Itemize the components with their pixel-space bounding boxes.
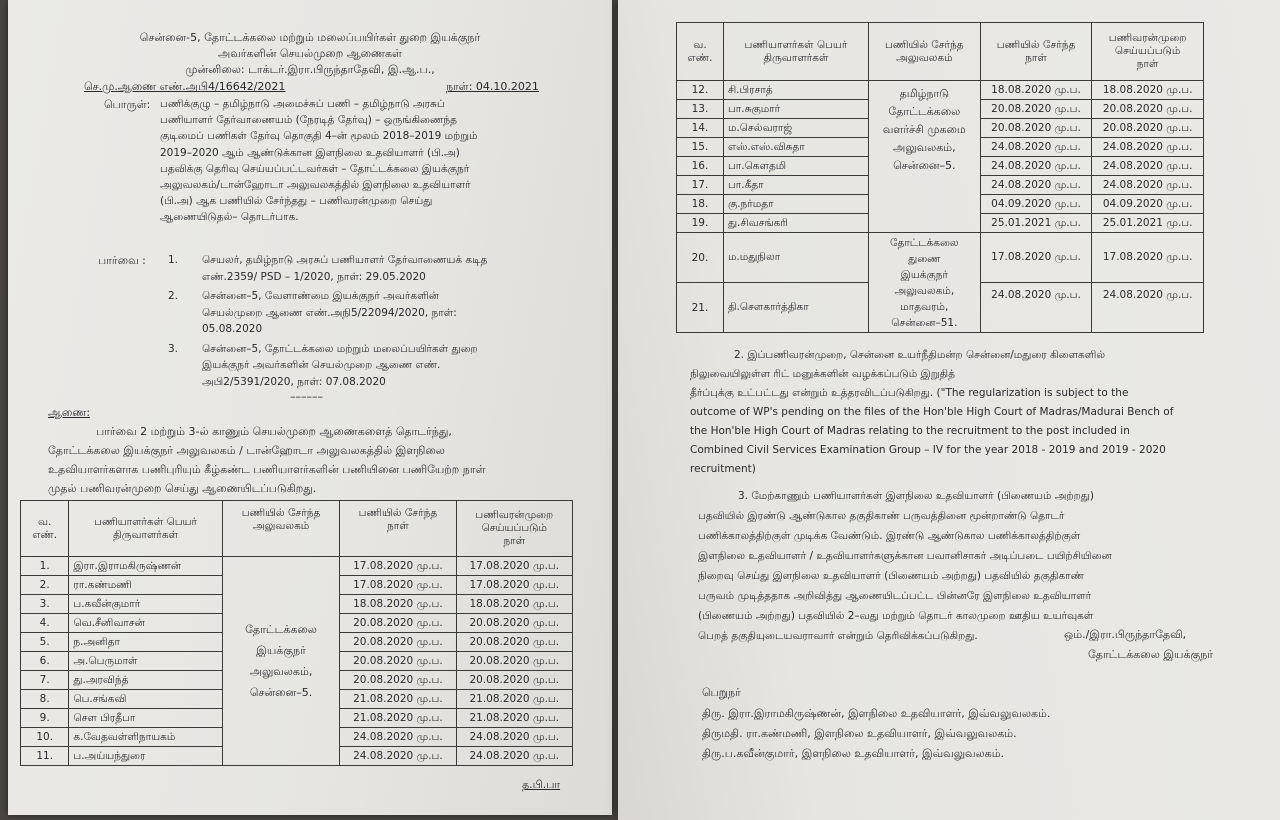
recipient-item: திரு.ப.கவீன்குமார், இளநிலை உதவியாளர், இவ்வலுவலகம். bbox=[702, 747, 1005, 760]
office-line: அலுவலகம், bbox=[894, 285, 955, 297]
office-line: சென்னை–5. bbox=[249, 686, 313, 699]
join-date: 24.08.2020 மு.ப. bbox=[980, 176, 1092, 195]
row-number: 17. bbox=[677, 176, 724, 195]
signatory-name: ஒம்./இரா.பிருந்தாதேவி, bbox=[1064, 628, 1187, 641]
subject-line: ஆணையிடுதல்– தொடர்பாக. bbox=[160, 211, 299, 224]
reference-item bbox=[168, 288, 578, 338]
paragraph-line: Combined Civil Services Examination Group – IV for the year 2018 - 2019 and 2019 - 2020 bbox=[690, 444, 1166, 456]
row-number: 9. bbox=[21, 709, 69, 728]
row-number: 18. bbox=[677, 195, 724, 214]
staff-name: வெ.சீனிவாசன் bbox=[69, 614, 222, 633]
reference-line: இயக்குநர் அவர்களின் செயல்முறை ஆணை எண். bbox=[202, 359, 441, 371]
subject-line: (பி.அ) ஆக பணியில் சேர்ந்தது – பணிவரன்முறை செய்து bbox=[160, 195, 433, 208]
header-cell: வ. எண். bbox=[677, 23, 724, 81]
row-number: 4. bbox=[21, 614, 69, 633]
reference-end-mark: –––––– bbox=[290, 390, 323, 403]
table-row bbox=[21, 557, 573, 576]
row-number: 14. bbox=[677, 119, 724, 138]
paragraph-line: outcome of WP's pending on the files of the Hon'ble High Court of Madras/Madurai Bench of bbox=[690, 406, 1174, 418]
join-date: 20.08.2020 மு.ப. bbox=[980, 100, 1092, 119]
row-number: 16. bbox=[677, 157, 724, 176]
regularization-date: 21.08.2020 மு.ப. bbox=[456, 709, 572, 728]
staff-name: ரா.கண்மணி bbox=[69, 576, 222, 595]
staff-name: பா.சுகுமார் bbox=[723, 100, 868, 119]
regularization-date: 24.08.2020 மு.ப. bbox=[1092, 157, 1204, 176]
subject-line: பணிக்குழு – தமிழ்நாடு அமைச்சுப் பணி – தமிழ்நாடு அரசுப் bbox=[160, 98, 445, 110]
join-date: 24.08.2020 மு.ப. bbox=[980, 157, 1092, 176]
regularization-date: 24.08.2020 மு.ப. bbox=[456, 728, 572, 747]
reference-line: சென்னை–5, வேளாண்மை இயக்குநர் அவர்களின் bbox=[202, 290, 439, 302]
paragraph-line: நிறைவு செய்து இளநிலை உதவியாளர் (பிணையம் அற்றது) பதவியில் தகுதிகாண் bbox=[698, 570, 1085, 582]
office-cell bbox=[869, 81, 981, 233]
regularization-date: 20.08.2020 மு.ப. bbox=[456, 652, 572, 671]
subject-line: பதவிக்கு தெரிவு செய்யப்பட்டவர்கள் – தோட்டக்கலை இயக்குநர் bbox=[160, 162, 470, 175]
join-date: 21.08.2020 மு.ப. bbox=[340, 690, 456, 709]
row-number: 21. bbox=[677, 283, 724, 333]
reference-line: செயல்முறை ஆணை எண்.அநி5/22094/2020, நாள்: bbox=[202, 306, 457, 319]
office-cell bbox=[869, 233, 981, 333]
join-date: 25.01.2021 மு.ப. bbox=[980, 214, 1092, 233]
join-date: 20.08.2020 மு.ப. bbox=[340, 633, 456, 652]
regularization-date: 25.01.2021 மு.ப. bbox=[1092, 214, 1204, 233]
join-date: 18.08.2020 மு.ப. bbox=[980, 81, 1092, 100]
row-number: 8. bbox=[21, 690, 69, 709]
regularization-date: 21.08.2020 மு.ப. bbox=[456, 690, 572, 709]
row-number: 12. bbox=[677, 81, 724, 100]
table-header-row bbox=[677, 23, 1204, 81]
join-date: 04.09.2020 மு.ப. bbox=[980, 195, 1092, 214]
table-row bbox=[677, 81, 1204, 100]
office-line: துணை bbox=[908, 253, 941, 265]
subject-line: குடிமைப் பணிகள் தேர்வு தொகுதி 4–ன் மூலம் 2018–2019 மற்றும் bbox=[160, 130, 478, 143]
row-number: 3. bbox=[21, 595, 69, 614]
regularization-date: 17.08.2020 மு.ப. bbox=[456, 576, 572, 595]
header-cell: பணியாளர்கள் பெயர் திருவாளர்கள் bbox=[723, 23, 868, 81]
regularization-date: 17.08.2020 மு.ப. bbox=[1092, 233, 1204, 283]
paragraph-line: (பிணையம் அற்றது) பதவியில் 2–வது மற்றும் தொடர் காலமுறை ஊதிய உயர்வுகள் bbox=[698, 610, 1094, 622]
subject-line: பணியாளர் தேர்வாணையம் (நேரடித் தேர்வு) – ஒருங்கிணைந்த bbox=[160, 114, 457, 127]
paragraph-3 bbox=[698, 486, 1218, 646]
reference-number: 3. bbox=[168, 342, 179, 355]
paragraph-line: பதவியில் இரண்டு ஆண்டுகால தகுதிகாண் பருவத்தினை மூன்றாண்டு தொடர் bbox=[698, 510, 1065, 522]
paragraph-line: பணிக்காலத்திற்குள் முடிக்க வேண்டும். இரண்டு ஆண்டுகால பணிக்காலத்திற்குள் bbox=[698, 530, 1081, 542]
office-cell bbox=[222, 557, 339, 766]
staff-name: சி.பிரசாத் bbox=[723, 81, 868, 100]
header-line: சென்னை-5, தோட்டக்கலை மற்றும் மலைப்பயிர்கள் துறை இயக்குநர் bbox=[139, 31, 481, 44]
header-cell: பணியில் சேர்ந்த நாள் bbox=[340, 501, 456, 557]
row-number: 11. bbox=[21, 747, 69, 766]
office-line: மாதவரம், bbox=[900, 301, 949, 313]
recipient-item: திரு. இரா.இராமகிருஷ்ணன், இளநிலை உதவியாளர், இவ்வலுவலகம். bbox=[702, 707, 1051, 720]
reference-line: சென்னை–5, தோட்டக்கலை மற்றும் மலைப்பயிர்கள் துறை bbox=[202, 342, 478, 355]
staff-name: இரா.இராமகிருஷ்ணன் bbox=[69, 557, 222, 576]
staff-name: ம.செல்வராஜ் bbox=[723, 119, 868, 138]
office-line: அலுவலகம், bbox=[893, 141, 956, 154]
recipient-list bbox=[702, 704, 1050, 764]
join-date: 21.08.2020 மு.ப. bbox=[340, 709, 456, 728]
join-date: 17.08.2020 மு.ப. bbox=[340, 557, 456, 576]
staff-name: அ.பெருமாள் bbox=[69, 652, 222, 671]
regularization-date: 20.08.2020 மு.ப. bbox=[456, 614, 572, 633]
order-line: தோட்டக்கலை இயக்குநர் அலுவலகம் / டான்ஹோடா அலுவலகத்தில் இளநிலை bbox=[48, 444, 445, 457]
regularization-date: 18.08.2020 மு.ப. bbox=[456, 595, 572, 614]
regularization-date: 20.08.2020 மு.ப. bbox=[1092, 100, 1204, 119]
paragraph-line: பருவம் முடித்ததாக அறிவித்து ஆணையிடப்பட்ட பின்னரே இளநிலை உதவியாளர் bbox=[698, 590, 1092, 602]
regularization-date: 04.09.2020 மு.ப. bbox=[1092, 195, 1204, 214]
office-line: வளர்ச்சி முகமை bbox=[882, 123, 966, 136]
staff-name: ம.மதுநிலா bbox=[723, 233, 868, 283]
row-number: 1. bbox=[21, 557, 69, 576]
row-number: 19. bbox=[677, 214, 724, 233]
reference-item bbox=[168, 252, 578, 285]
join-date: 20.08.2020 மு.ப. bbox=[980, 119, 1092, 138]
row-number: 5. bbox=[21, 633, 69, 652]
paragraph-line: 3. மேற்காணும் பணியாளர்கள் இளநிலை உதவியாளர் (பிணையம் அற்றது) bbox=[738, 490, 1094, 502]
paragraph-line: இளநிலை உதவியாளர் / உதவியாளர்களுக்கான பவானிசாகர் அடிப்படை பயிற்சியினை bbox=[698, 550, 1112, 562]
subject-line: அலுவலகம்/டான்ஹோடா அலுவலகத்தில் இளநிலை உதவியாளர் bbox=[160, 179, 471, 192]
join-date: 17.08.2020 மு.ப. bbox=[980, 233, 1092, 283]
regularization-date: 18.08.2020 மு.ப. bbox=[1092, 81, 1204, 100]
row-number: 10. bbox=[21, 728, 69, 747]
header-cell: பணிவரன்முறை செய்யப்படும் நாள் bbox=[1092, 23, 1204, 81]
paragraph-line: தீர்ப்புக்கு உட்பட்டது என்றும் உத்தரவிடப்படுகிறது. ("The regularization is subject to the bbox=[690, 387, 1129, 399]
reference-line: 05.08.2020 bbox=[202, 323, 263, 335]
staff-name: தி.சௌகார்த்திகா bbox=[723, 283, 868, 333]
join-date: 24.08.2020 மு.ப. bbox=[980, 283, 1092, 333]
join-date: 24.08.2020 மு.ப. bbox=[980, 138, 1092, 157]
row-number: 2. bbox=[21, 576, 69, 595]
order-line: முதல் பணிவரன்முறை செய்து ஆணையிடப்படுகிறது. bbox=[48, 482, 317, 495]
header-cell: வ. எண். bbox=[21, 501, 69, 557]
order-text bbox=[48, 422, 580, 498]
regularization-date: 20.08.2020 மு.ப. bbox=[456, 633, 572, 652]
header-cell: பணியாளர்கள் பெயர் திருவாளர்கள் bbox=[69, 501, 222, 557]
regularization-date: 24.08.2020 மு.ப. bbox=[1092, 176, 1204, 195]
office-line: இயக்குநர் bbox=[256, 644, 306, 657]
join-date: 20.08.2020 மு.ப. bbox=[340, 671, 456, 690]
left-page bbox=[8, 0, 612, 815]
reference-line: செயலர், தமிழ்நாடு அரசுப் பணியாளர் தேர்வாணையக் கடித bbox=[202, 254, 488, 266]
row-number: 20. bbox=[677, 233, 724, 283]
staff-table-1 bbox=[20, 500, 573, 766]
office-line: சென்னை–51. bbox=[891, 317, 958, 329]
staff-name: ப.கவீன்குமார் bbox=[69, 595, 222, 614]
signatory-designation: தோட்டக்கலை இயக்குநர் bbox=[1088, 648, 1214, 661]
reference-list bbox=[168, 252, 578, 390]
office-line: தமிழ்நாடு bbox=[899, 87, 950, 100]
paragraph-line: பெறத் தகுதியுடையவராவார் என்றும் தெரிவிக்கப்படுகிறது. bbox=[698, 630, 978, 642]
right-page bbox=[618, 0, 1280, 820]
join-date: 20.08.2020 மு.ப. bbox=[340, 614, 456, 633]
reference-label: பார்வை : bbox=[98, 254, 146, 267]
office-line: இயக்குநர் bbox=[900, 269, 949, 281]
staff-table-2 bbox=[676, 22, 1204, 333]
order-line: உதவியாளர்களாக பணிபுரியும் கீழ்கண்ட பணியாளர்களின் பணியினை பணியேற்ற நாள் bbox=[48, 463, 486, 476]
staff-name: எஸ்.எஸ்.விசுதா bbox=[723, 138, 868, 157]
subject-label: பொருள்: bbox=[104, 98, 151, 111]
regularization-date: 20.08.2020 மு.ப. bbox=[1092, 119, 1204, 138]
order-line: பார்வை 2 மற்றும் 3-ல் காணும் செயல்முறை ஆணைகளைத் தொடர்ந்து, bbox=[96, 425, 452, 438]
row-number: 15. bbox=[677, 138, 724, 157]
staff-name: பா.கௌதமி bbox=[723, 157, 868, 176]
join-date: 20.08.2020 மு.ப. bbox=[340, 652, 456, 671]
staff-name: பா.கீதா bbox=[723, 176, 868, 195]
join-date: 18.08.2020 மு.ப. bbox=[340, 595, 456, 614]
office-line: அலுவலகம், bbox=[249, 665, 313, 678]
join-date: 24.08.2020 மு.ப. bbox=[340, 728, 456, 747]
join-date: 17.08.2020 மு.ப. bbox=[340, 576, 456, 595]
staff-name: க.வேதவள்ளிநாயகம் bbox=[69, 728, 222, 747]
header-cell: பணியில் சேர்ந்த அலுவலகம் bbox=[222, 501, 339, 557]
header-cell: பணியில் சேர்ந்த அலுவலகம் bbox=[869, 23, 981, 81]
staff-name: து.சிவசங்கரி bbox=[723, 214, 868, 233]
subject-line: 2019–2020 ஆம் ஆண்டுக்கான இளநிலை உதவியாளர் (பி.அ) bbox=[160, 146, 460, 159]
recipient-item: திருமதி. ரா.கண்மணி, இளநிலை உதவியாளர், இவ்வலுவலகம். bbox=[702, 727, 1017, 740]
header-cell: பணிவரன்முறை செய்யப்படும் நாள் bbox=[456, 501, 572, 557]
paragraph-line: the Hon'ble High Court of Madras relating to the recruitment to the post included in bbox=[690, 425, 1130, 437]
reference-item bbox=[168, 341, 578, 391]
header-cell: பணியில் சேர்ந்த நாள் bbox=[980, 23, 1092, 81]
paragraph-line: recruitment) bbox=[690, 463, 756, 475]
subject-text bbox=[160, 96, 580, 226]
regularization-date: 24.08.2020 மு.ப. bbox=[1092, 138, 1204, 157]
order-date: நாள்: 04.10.2021 bbox=[446, 80, 539, 93]
order-number: செ.மு.ஆணை எண்.அபி4/16642/2021 bbox=[84, 80, 286, 93]
row-number: 6. bbox=[21, 652, 69, 671]
staff-name: ப.அய்யந்துரை bbox=[69, 747, 222, 766]
header-block bbox=[8, 30, 612, 78]
office-line: தோட்டக்கலை bbox=[890, 237, 959, 249]
staff-name: ந.அனிதா bbox=[69, 633, 222, 652]
paragraph-line: 2. இப்பணிவரன்முறை, சென்னை உயர்நீதிமன்ற சென்னை/மதுரை கிளைகளில் bbox=[734, 349, 1106, 361]
please-turn-over: த.பி.பா bbox=[522, 778, 561, 791]
reference-line: எண்.2359/ PSD – 1/2020, நாள்: 29.05.2020 bbox=[202, 270, 426, 283]
join-date: 24.08.2020 மு.ப. bbox=[340, 747, 456, 766]
header-line: முன்னிலை: டாக்டர்.இரா.பிருந்தாதேவி, இ.ஆ.ப., bbox=[185, 63, 435, 76]
regularization-date: 24.08.2020 மு.ப. bbox=[1092, 283, 1204, 333]
staff-name: கு.நர்மதா bbox=[723, 195, 868, 214]
reference-number: 2. bbox=[168, 290, 179, 302]
recipients-label: பெறுநர் bbox=[702, 686, 741, 699]
paragraph-line: நிலுவையிலுள்ள ரிட் மனுக்களின் வழக்கப்படும் இறுதித் bbox=[690, 368, 955, 380]
paragraph-2 bbox=[690, 346, 1220, 479]
office-line: தோட்டக்கலை bbox=[888, 105, 961, 118]
staff-name: செள பிரதீபா bbox=[69, 709, 222, 728]
regularization-date: 17.08.2020 மு.ப. bbox=[456, 557, 572, 576]
row-number: 7. bbox=[21, 671, 69, 690]
staff-name: பெ.சங்கவி bbox=[69, 690, 222, 709]
row-number: 13. bbox=[677, 100, 724, 119]
staff-name: து.அரவிந்த் bbox=[69, 671, 222, 690]
header-line: அவர்களின் செயல்முறை ஆணைகள் bbox=[218, 47, 402, 60]
reference-line: அபி2/5391/2020, நாள்: 07.08.2020 bbox=[202, 375, 386, 388]
regularization-date: 20.08.2020 மு.ப. bbox=[456, 671, 572, 690]
table-row bbox=[677, 233, 1204, 283]
table-header-row bbox=[21, 501, 573, 557]
office-line: சென்னை–5. bbox=[893, 159, 956, 172]
order-label: ஆணை: bbox=[48, 406, 91, 419]
regularization-date: 24.08.2020 மு.ப. bbox=[456, 747, 572, 766]
office-line: தோட்டக்கலை bbox=[245, 623, 317, 636]
reference-number: 1. bbox=[168, 254, 179, 266]
